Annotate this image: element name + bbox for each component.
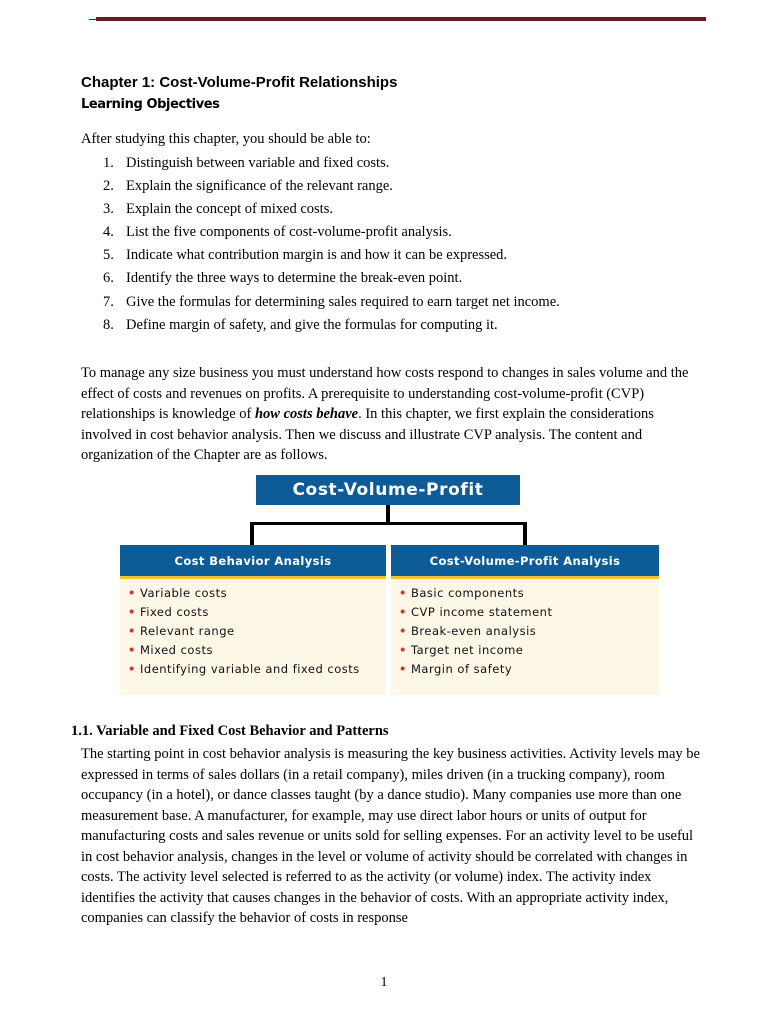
diagram-list-item: • CVP income statement [399,605,553,619]
objective-item [81,154,560,177]
diagram-connector [250,522,527,525]
bullet-icon: • [128,605,136,619]
bullet-icon: • [399,624,407,638]
objective-text: Identify the three ways to determine the break-even point. [126,270,463,287]
diagram-list-item: • Break-even analysis [399,624,537,638]
cvp-analysis-list [391,579,659,695]
bullet-icon: • [399,662,407,676]
diagram-connector [250,522,254,545]
bullet-icon: • [128,586,136,600]
objectives-list [81,154,560,339]
diagram-list-item: • Relevant range [128,624,235,638]
objective-text: Define margin of safety, and give the formulas for computing it. [126,316,498,333]
diagram-list-item: • Basic components [399,586,525,600]
objective-item [81,269,560,292]
objective-item [81,293,560,316]
objective-text: Indicate what contribution margin is and how it can be expressed. [126,247,508,264]
header-rule-tick [89,19,96,20]
objective-number: 3. [103,201,114,218]
cost-behavior-heading: Cost Behavior Analysis [120,545,386,579]
objective-item [81,316,560,339]
chapter-organization-diagram [118,474,660,696]
learning-objectives-title: Learning Objectives [81,97,220,112]
objective-item [81,177,560,200]
bullet-icon: • [399,586,407,600]
diagram-list-item: • Mixed costs [128,643,213,657]
bullet-icon: • [128,662,136,676]
chapter-title: Chapter 1: Cost-Volume-Profit Relationships [81,74,398,91]
cost-behavior-list [120,579,386,695]
emphasis-text: how costs behave [254,406,359,422]
objective-number: 5. [103,247,114,264]
objective-text: Distinguish between variable and fixed costs. [126,155,390,171]
diagram-title-box: Cost-Volume-Profit [256,475,520,505]
diagram-list-item: • Fixed costs [128,605,209,619]
objective-number: 7. [103,293,114,310]
objective-number: 2. [103,178,114,195]
diagram-list-item: • Target net income [399,643,524,657]
objective-item [81,246,560,269]
objective-number: 6. [103,270,114,287]
intro-paragraph [81,363,701,466]
objectives-intro: After studying this chapter, you should be able to: [81,131,371,147]
objective-number: 4. [103,224,114,241]
objective-text: Explain the significance of the relevant range. [126,178,393,195]
cvp-analysis-heading: Cost-Volume-Profit Analysis [391,545,659,579]
header-rule [96,17,706,21]
objective-text: Explain the concept of mixed costs. [126,201,333,218]
bullet-icon: • [128,624,136,638]
diagram-list-item: • Variable costs [128,586,228,600]
objective-number: 8. [103,316,114,333]
objective-text: List the five components of cost-volume-profit analysis. [126,224,452,241]
section-heading: 1.1. Variable and Fixed Cost Behavior and Patterns [71,723,389,739]
bullet-icon: • [399,605,407,619]
diagram-connector [523,522,527,545]
objective-number: 1. [103,155,114,171]
bullet-icon: • [128,643,136,657]
page-number: 1 [380,975,388,990]
objective-text: Give the formulas for determining sales required to earn target net income. [126,293,560,310]
objective-item [81,200,560,223]
intro-paragraph-text-end: . In this chapter, we first explain the considerations involved in cost behavior analysis. Then we discuss and illustrate CVP analysis. The content and organization of the Chapter are as follows. [81,406,654,463]
bullet-icon: • [399,643,407,657]
body-paragraph: The starting point in cost behavior analysis is measuring the key business activities. Activity levels may be expressed in terms of sales dollars (in a retail company), miles driven (in a trucking company), room occupancy (in a hotel), or dance classes taught (by a dance studio). Many companies use more than one measurement base. A manufacturer, for example, may use direct labor hours or units of output for manufacturing costs and sales revenue or units sold for selling expenses. For an activity level to be useful in cost behavior analysis, changes in the level or volume of activity should be correlated with changes in costs. The activity level selected is referred to as the activity (or volume) index. The activity index identifies the activity that causes changes in the behavior of costs. With an appropriate activity index, companies can classify the behavior of costs in response [81,746,700,926]
intro-paragraph-text: To manage any size business you must understand how costs respond to changes in sales volume and the effect of costs and revenues on profits. A prerequisite to understanding cost-volume-profit (CVP) relationships is knowledge of [81,365,689,422]
objective-item [81,223,560,246]
diagram-list-item: • Identifying variable and fixed costs [128,662,360,676]
diagram-list-item: • Margin of safety [399,662,513,676]
